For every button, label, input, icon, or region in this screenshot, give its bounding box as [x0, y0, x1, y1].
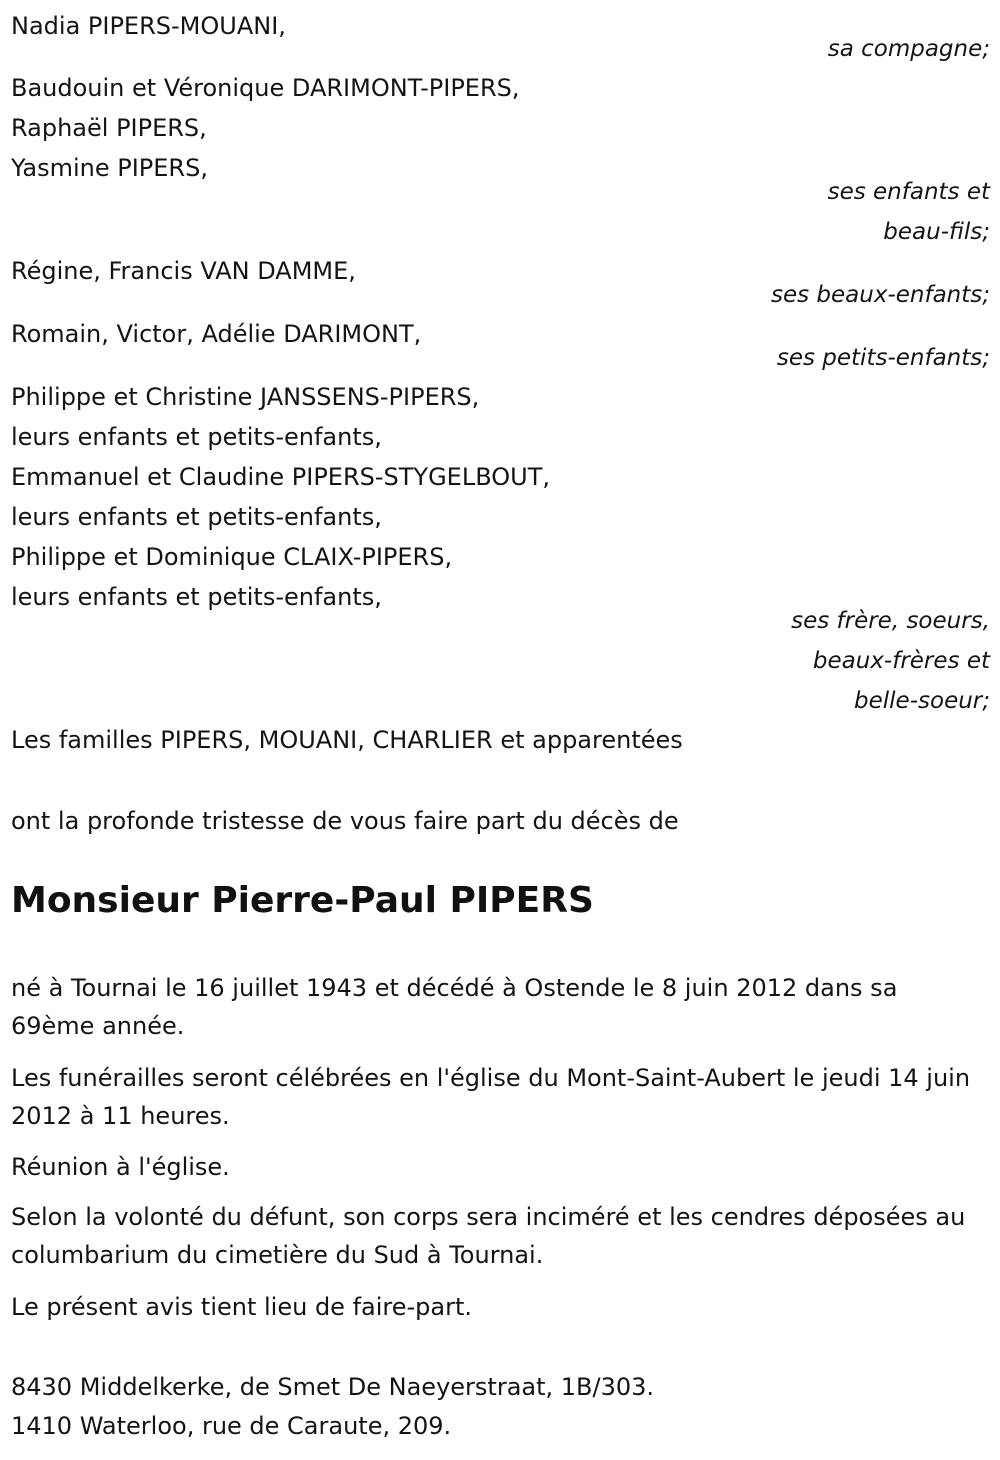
relation-label: beau-fils; — [883, 219, 990, 245]
relation-label: ses petits-enfants; — [776, 345, 990, 371]
family-line: Régine, Francis VAN DAMME, — [11, 257, 356, 285]
family-line: Les familles PIPERS, MOUANI, CHARLIER et apparentées — [11, 726, 683, 754]
address-line: 8430 Middelkerke, de Smet De Naeyerstraat, 1B/303. — [11, 1373, 655, 1401]
family-line: Emmanuel et Claudine PIPERS-STYGELBOUT, — [11, 463, 551, 491]
relation-label: sa compagne; — [827, 36, 990, 62]
family-line: leurs enfants et petits-enfants, — [11, 423, 382, 451]
cremation-details: Selon la volonté du défunt, son corps sera inciméré et les cendres déposées au columbarium du cimetière du Sud à Tournai. — [11, 1203, 966, 1269]
relation-label: ses beaux-enfants; — [770, 282, 990, 308]
relation-label: ses enfants et — [827, 179, 990, 205]
funeral-details: Les funérailles seront célébrées en l'église du Mont-Saint-Aubert le jeudi 14 juin 2012 à 11 heures. — [11, 1064, 971, 1130]
family-line: leurs enfants et petits-enfants, — [11, 503, 382, 531]
family-line: Romain, Victor, Adélie DARIMONT, — [11, 320, 422, 348]
family-line: leurs enfants et petits-enfants, — [11, 583, 382, 611]
family-line: Yasmine PIPERS, — [11, 154, 208, 182]
meeting-details: Réunion à l'église. — [11, 1153, 230, 1181]
family-line: Philippe et Dominique CLAIX-PIPERS, — [11, 543, 453, 571]
announcement-text: ont la profonde tristesse de vous faire part du décès de — [11, 807, 679, 835]
family-line: Raphaël PIPERS, — [11, 114, 207, 142]
birth-death-details: né à Tournai le 16 juillet 1943 et décédé à Ostende le 8 juin 2012 dans sa 69ème année. — [11, 974, 898, 1040]
relation-label: beaux-frères et — [812, 648, 990, 674]
family-line: Nadia PIPERS-MOUANI, — [11, 12, 286, 40]
family-line: Baudouin et Véronique DARIMONT-PIPERS, — [11, 74, 520, 102]
relation-label: belle-soeur; — [854, 688, 990, 714]
notice-statement: Le présent avis tient lieu de faire-part. — [11, 1293, 473, 1321]
family-line: Philippe et Christine JANSSENS-PIPERS, — [11, 383, 480, 411]
address-line: 1410 Waterloo, rue de Caraute, 209. — [11, 1412, 452, 1440]
deceased-name: Monsieur Pierre-Paul PIPERS — [11, 880, 594, 921]
relation-label: ses frère, soeurs, — [791, 608, 990, 634]
